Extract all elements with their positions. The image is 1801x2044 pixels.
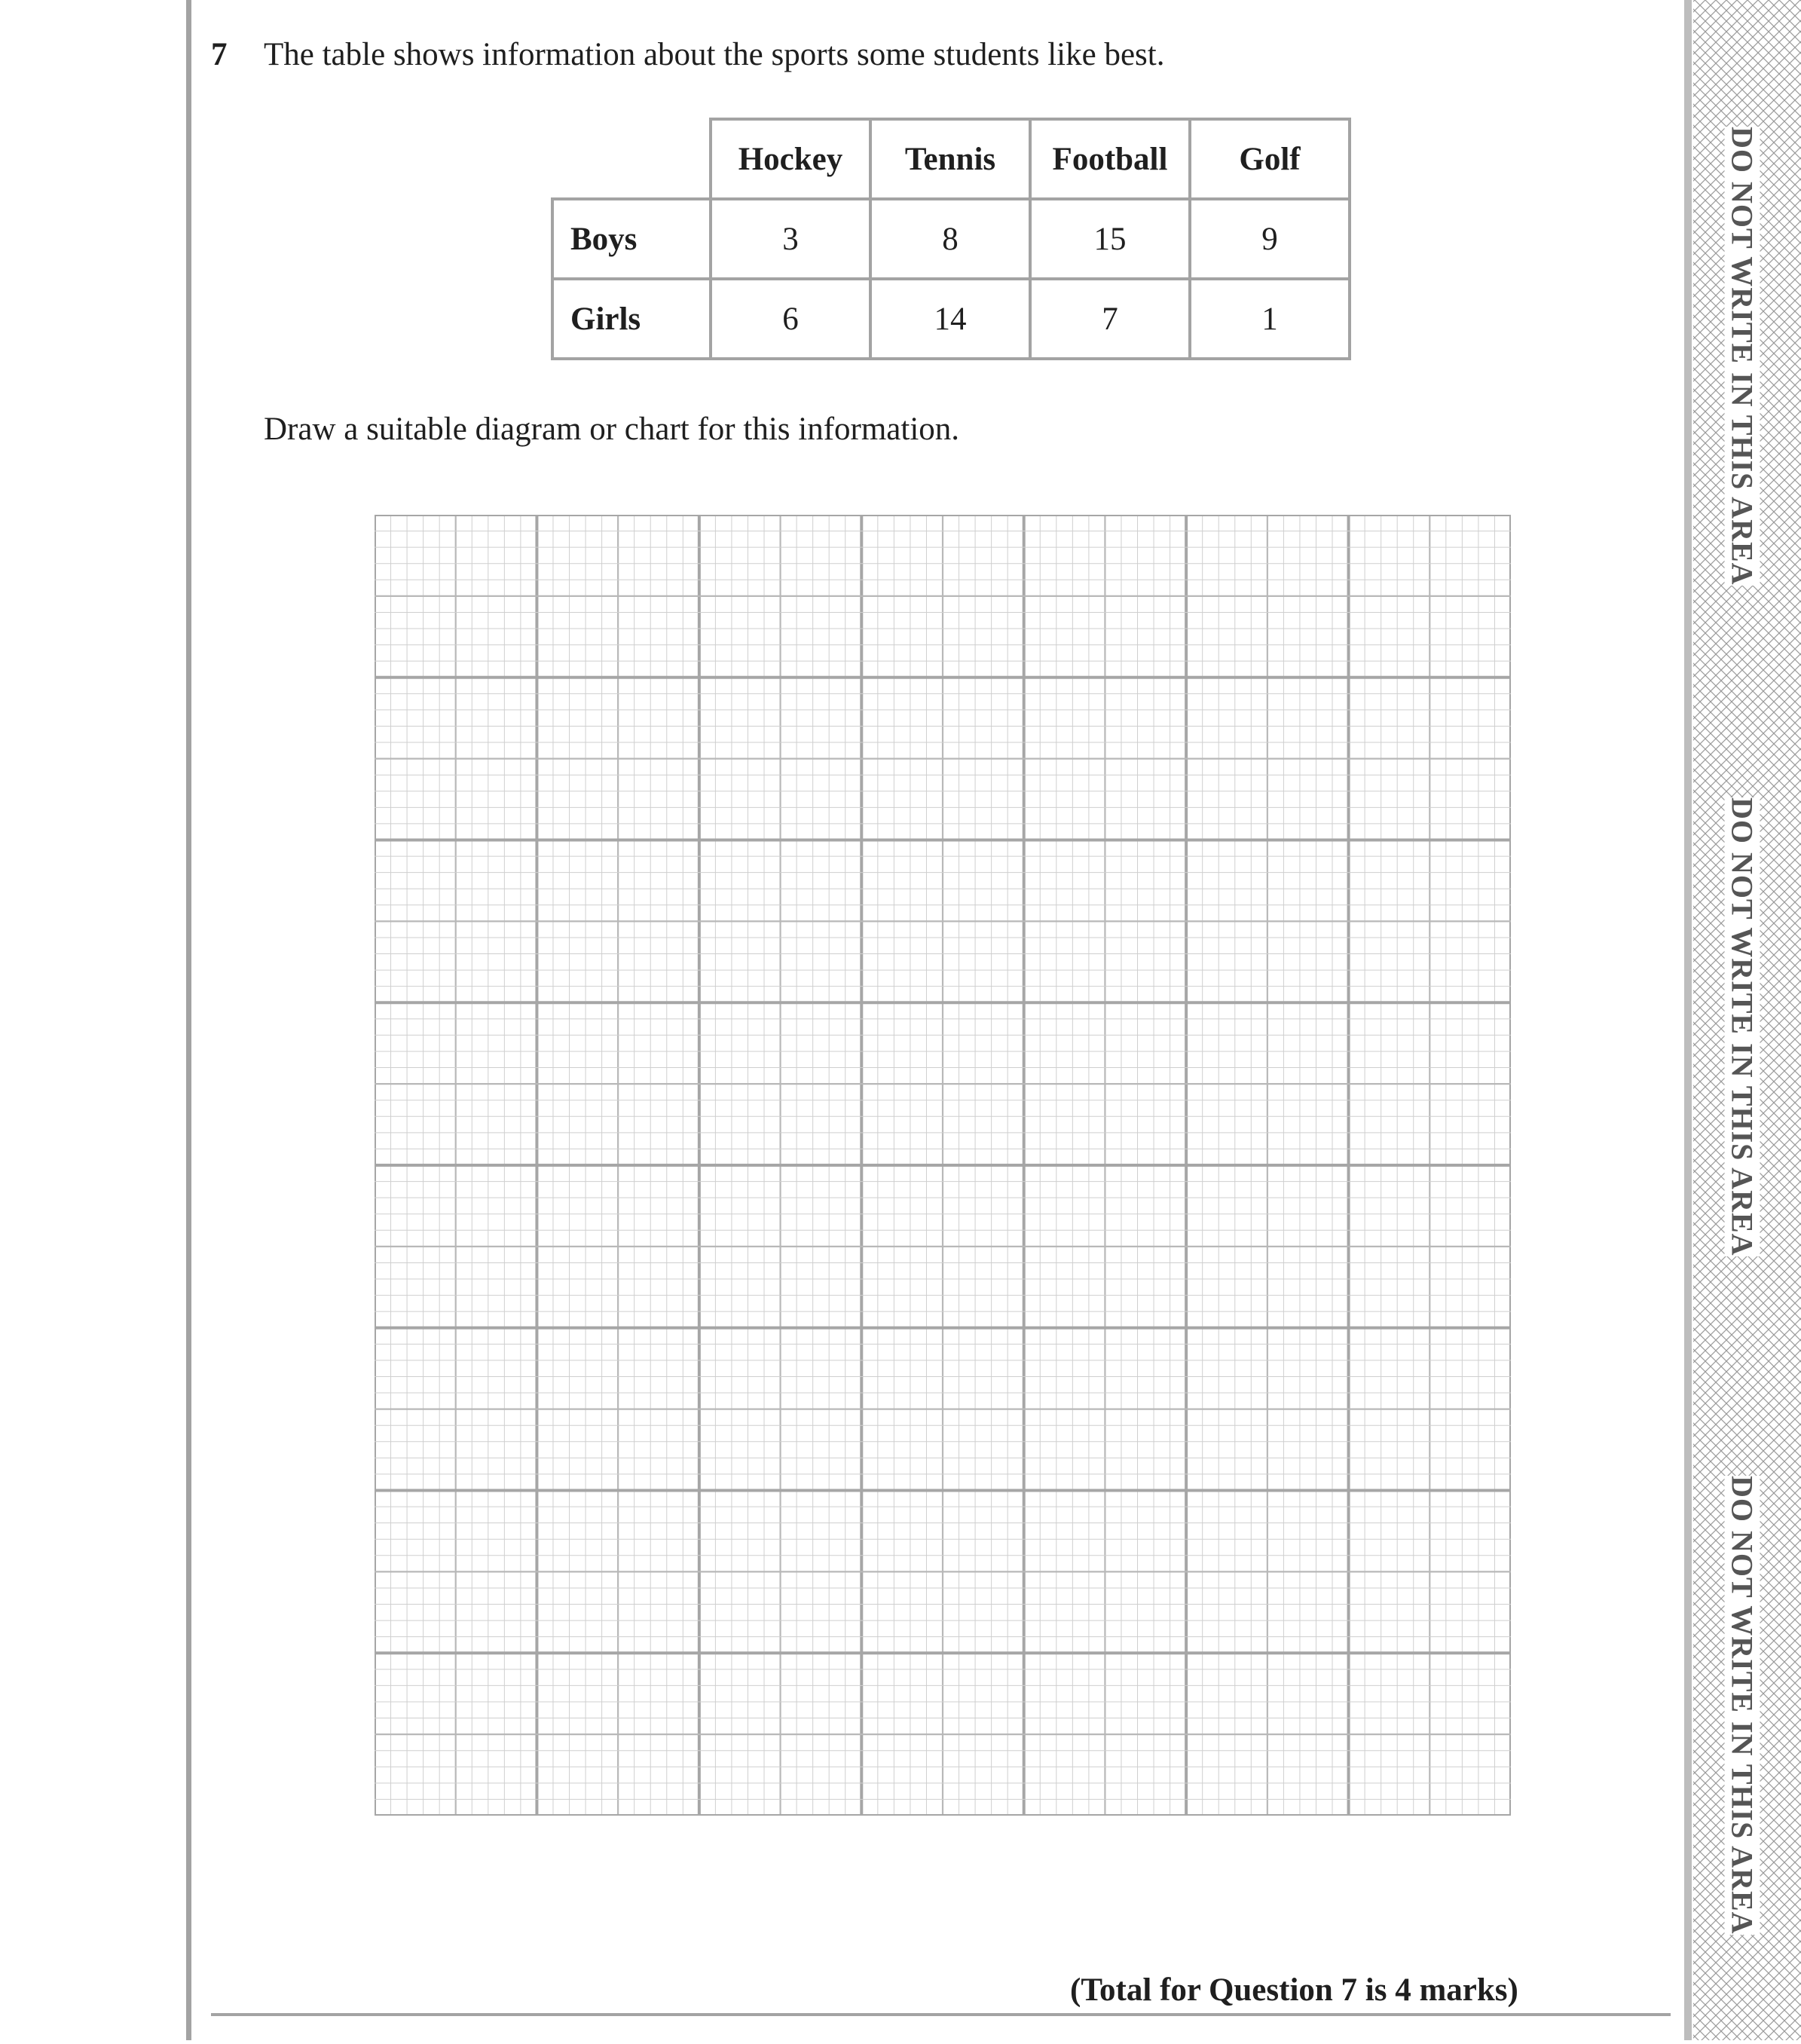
table-row — [552, 279, 1350, 359]
margin-warning-label: DO NOT WRITE IN THIS AREA — [1725, 1476, 1760, 1935]
column-header-tennis: Tennis — [870, 119, 1030, 199]
table-cell: 8 — [870, 199, 1030, 279]
total-marks: (Total for Question 7 is 4 marks) — [1070, 1972, 1518, 2008]
table-cell: 14 — [870, 279, 1030, 359]
table-cell: 9 — [1190, 199, 1350, 279]
margin-warning-label: DO NOT WRITE IN THIS AREA — [1725, 127, 1760, 586]
instruction-text: Draw a suitable diagram or chart for this information. — [264, 412, 960, 447]
left-margin-rule — [186, 0, 191, 2040]
bottom-rule — [211, 2013, 1671, 2016]
column-header-football: Football — [1030, 119, 1190, 199]
table-corner-cell — [552, 119, 711, 199]
column-header-hockey: Hockey — [711, 119, 870, 199]
table-cell: 6 — [711, 279, 870, 359]
sports-table — [551, 118, 1351, 360]
table-cell: 3 — [711, 199, 870, 279]
question-text: The table shows information about the sports some students like best. — [264, 37, 1165, 72]
table-cell: 1 — [1190, 279, 1350, 359]
column-header-golf: Golf — [1190, 119, 1350, 199]
graph-paper-grid[interactable] — [375, 515, 1511, 1816]
margin-warning-label: DO NOT WRITE IN THIS AREA — [1725, 797, 1760, 1256]
table-cell: 7 — [1030, 279, 1190, 359]
table-cell: 15 — [1030, 199, 1190, 279]
table-row — [552, 199, 1350, 279]
row-header-boys: Boys — [552, 199, 711, 279]
row-header-girls: Girls — [552, 279, 711, 359]
table-header-row — [552, 119, 1350, 199]
question-number: 7 — [211, 37, 228, 72]
